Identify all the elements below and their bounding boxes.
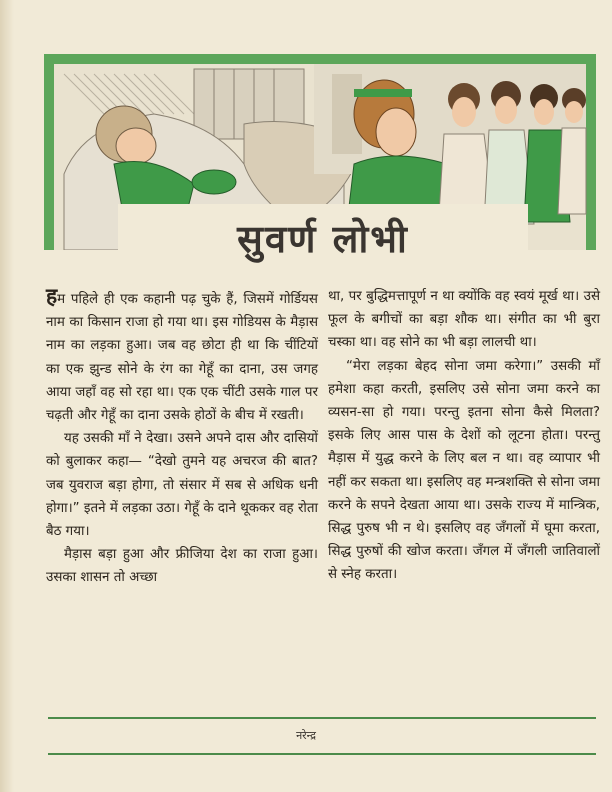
story-title: सुवर्ण लोभी: [237, 217, 409, 261]
right-column: [328, 285, 600, 587]
child-face: [116, 128, 156, 164]
paragraph-5: “मेरा लड़का बेहद सोना जमा करेगा।” उसकी माँ हमेशा कहा करती, इसलिए उसे सोना जमा करने का व्यसन-सा हो गया। परन्तु इतना सोना कैसे मिलता? इसके लिए आस पास के देशों को लूटना होता। परन्तु मैड़ास में युद्ध करने के लिए बल न था। वह व्यापार भी नहीं कर सकता था। इसलिए वह मन्त्रशक्ति से सोना जमा करने के सपने देखता आया था। उसके राज्य में मान्त्रिक, सिद्ध पुरुष भी न थे। इसलिए वह जँगलों में घूमा करता, सिद्ध पुरुषों की खोज करता। जँगल में जँगली जातिवालों से स्नेह करता।: [328, 358, 600, 583]
left-column: [46, 285, 318, 590]
paragraph-3: मैड़ास बड़ा हुआ और फ्रीजिया देश का राजा हुआ। उसका शासन तो अच्छा: [46, 547, 318, 586]
title-box: [118, 204, 528, 268]
child-arm-green: [192, 170, 236, 194]
queen-hairband: [354, 89, 412, 97]
paragraph-2: यह उसकी माँ ने देखा। उसने अपने दास और दासियों को बुलाकर कहा— “देखो तुमने यह अचरज की बात? जब युवराज बड़ा होगा, तो संसार में सब से अधिक धनी होगा।” इतने में लड़का उठा। गेहूँ के दाने थूककर वह रोता बैठ गया।: [46, 431, 318, 540]
page-edge: [0, 0, 14, 792]
drop-initial: ह: [46, 284, 58, 308]
paragraph-1: [46, 285, 318, 427]
paragraph-4: था, पर बुद्धिमत्तापूर्ण न था क्योंकि वह स्वयं मूर्ख था। उसे फूल के बगीचों का बड़ा शौक था। संगीत का भी बुरा चस्का था। वह सोने का भी बड़ा लालची था।: [328, 289, 600, 351]
footer-rule-top: [48, 717, 596, 719]
author-name: नरेन्द्र: [296, 729, 316, 742]
queen-face: [376, 108, 416, 156]
paragraph-1-text: म पहिले ही एक कहानी पढ़ चुके हैं, जिसमें गोर्डियस नाम का किसान राजा हो गया था। इस गोडियस के मैड़ास नाम का लड़का हुआ। जब वह छोटा ही था कि चींटियों का एक झुन्ड सोने के रंग का गेहूँ का दाना, उस जगह आया जहाँ वह सो रहा था। एक एक चींटी उसके गाल पर चढ़ती और गेहूँ का दाना उसके होठों के बीच में रखती।: [46, 292, 318, 424]
footer-rule-bottom: [48, 753, 596, 755]
